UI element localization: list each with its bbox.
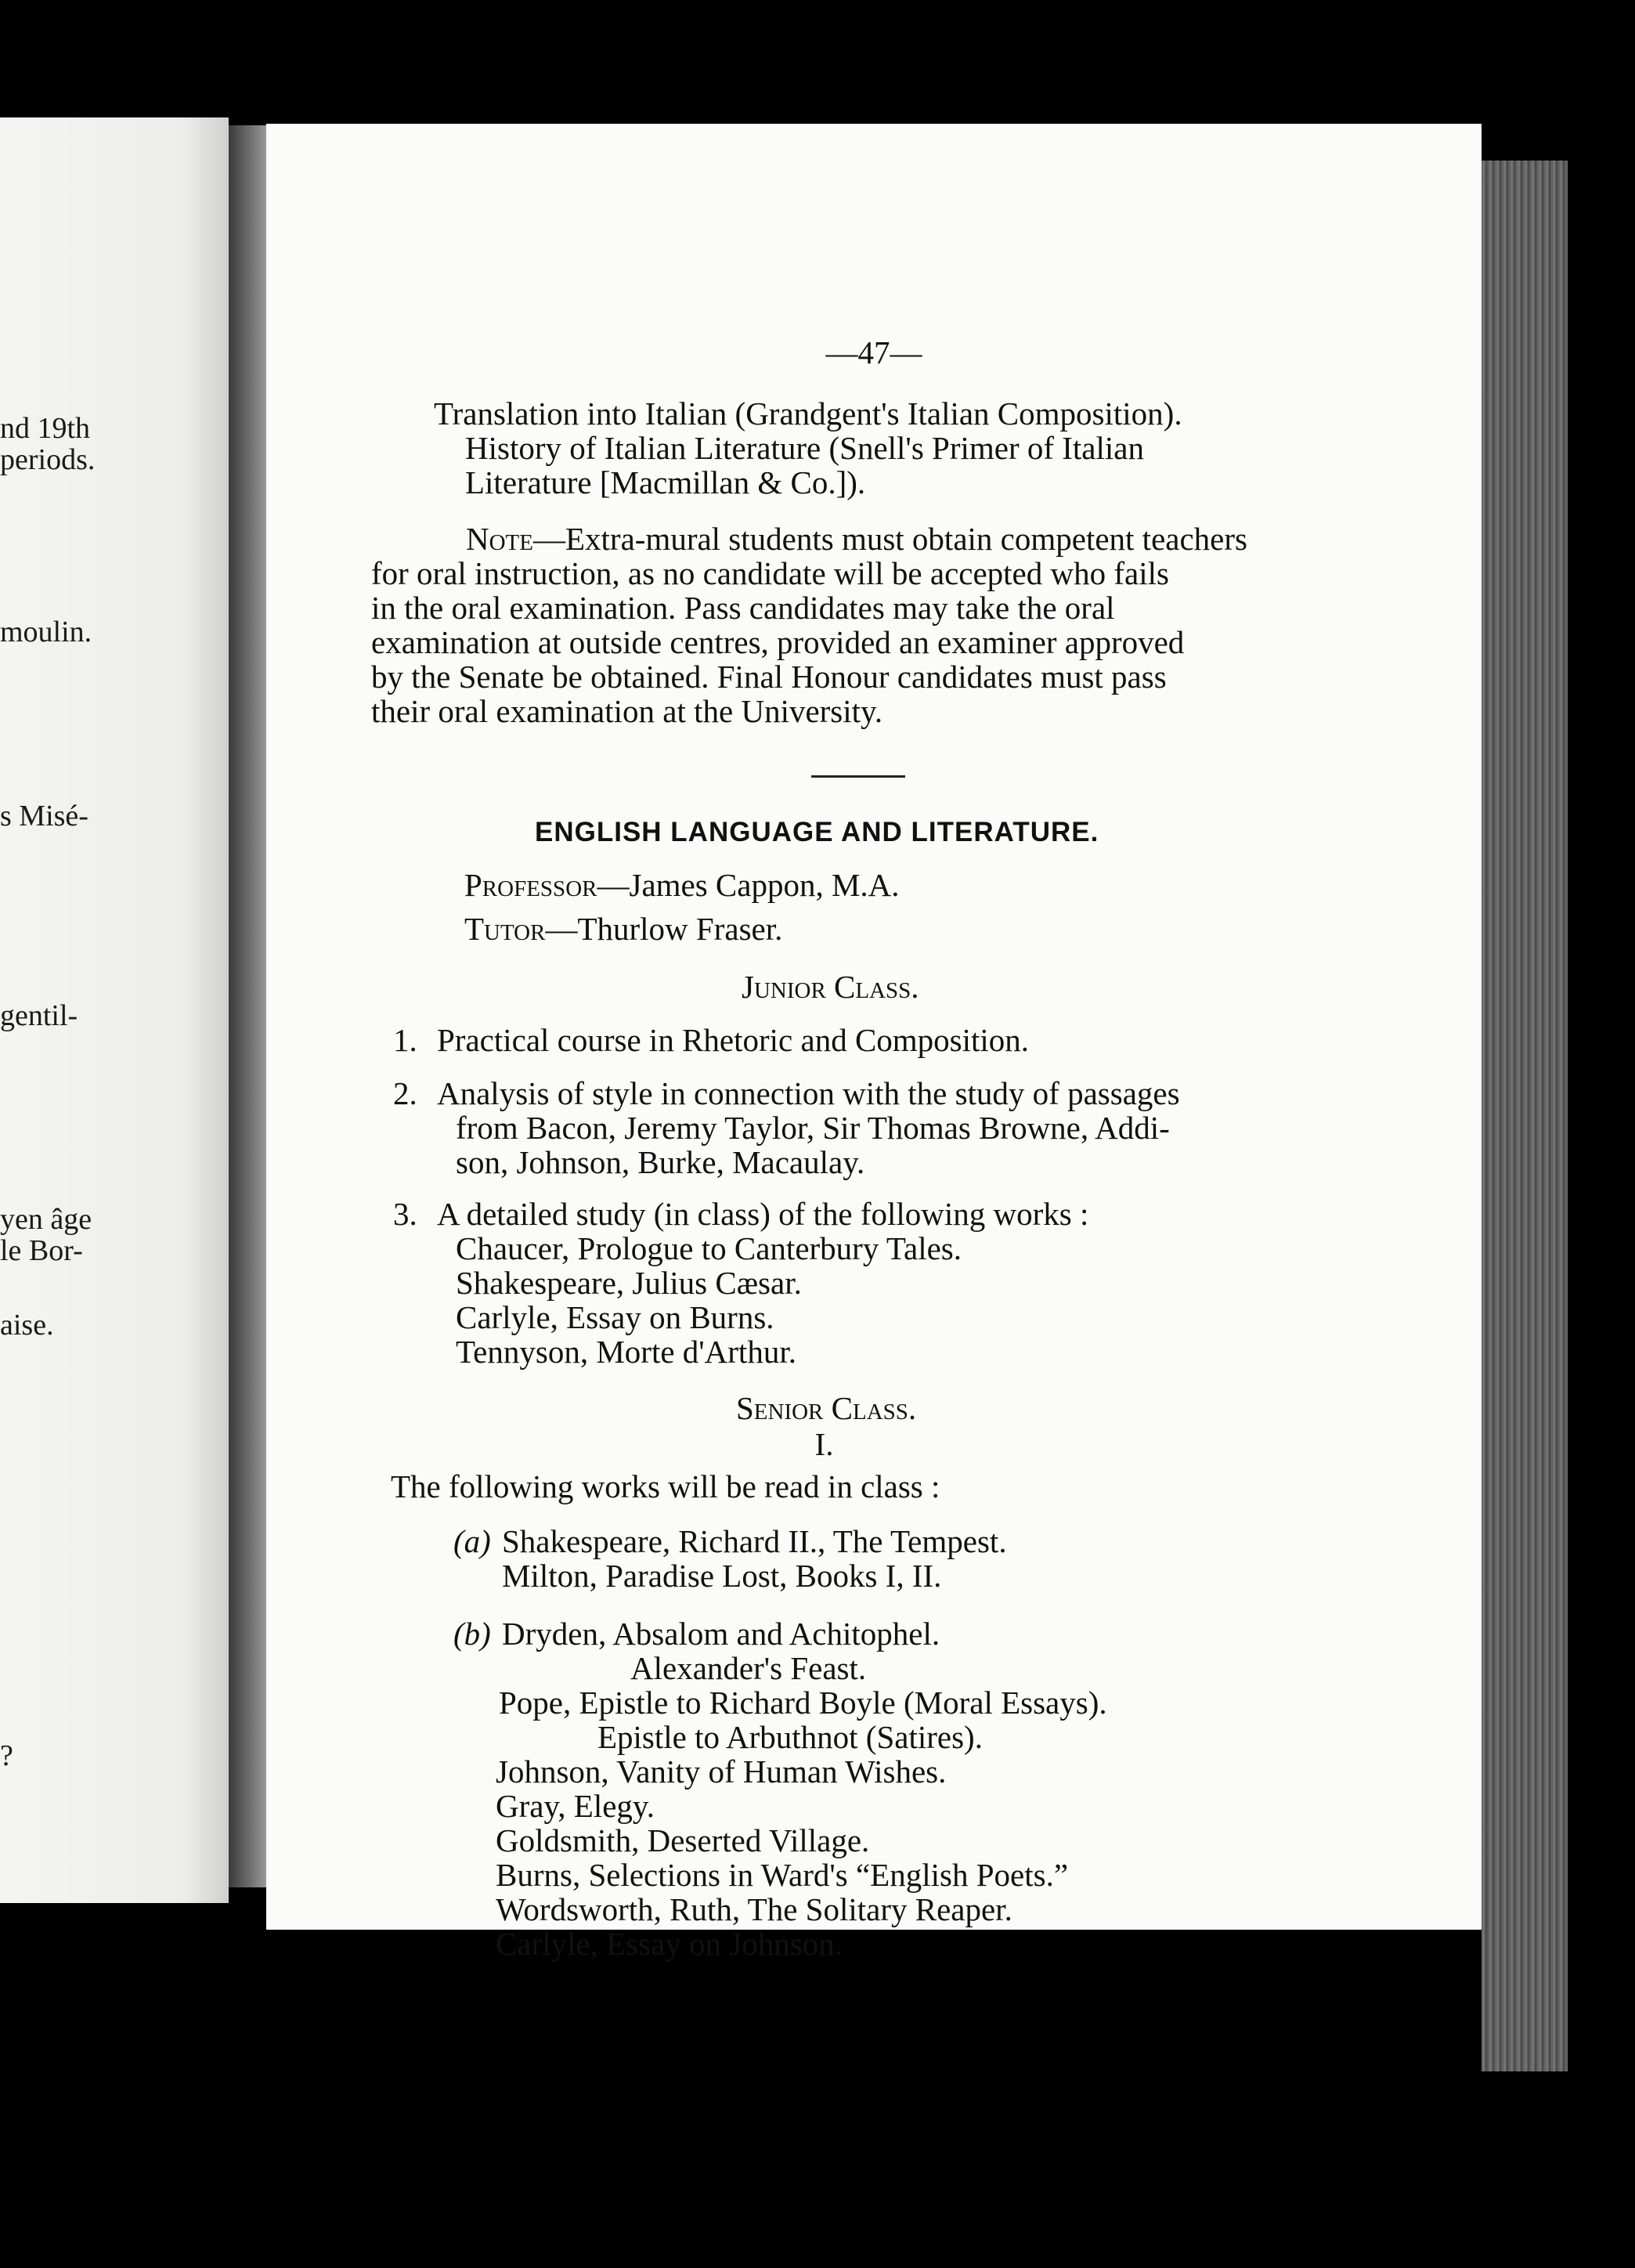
senior-list-b-label: (b) — [453, 1616, 491, 1652]
senior-class-heading: Senior Class. — [736, 1390, 917, 1426]
junior-item-1: Practical course in Rhetoric and Composition. — [437, 1022, 1030, 1058]
senior-b-line-10: Carlyle, Essay on Johnson. — [496, 1926, 843, 1962]
senior-b-line-7: Goldsmith, Deserted Village. — [496, 1822, 870, 1858]
fragment-line: le Bor- — [0, 1234, 83, 1267]
senior-b-line-6: Gray, Elegy. — [496, 1788, 655, 1824]
italian-line-3: Literature [Macmillan & Co.]). — [465, 464, 866, 500]
senior-b-line-3: Pope, Epistle to Richard Boyle (Moral Essays). — [499, 1685, 1107, 1721]
fragment-line: periods. — [0, 443, 96, 476]
note-line-2: for oral instruction, as no candidate will be accepted who fails — [371, 555, 1169, 591]
junior-item-3-line-1: A detailed study (in class) of the following works : — [437, 1196, 1089, 1232]
fragment-line: s Misé- — [0, 800, 88, 832]
note-line-3: in the oral examination. Pass candidates may take the oral — [371, 590, 1115, 626]
senior-intro: The following works will be read in class : — [391, 1468, 940, 1504]
junior-item-2-line-2: from Bacon, Jeremy Taylor, Sir Thomas Browne, Addi- — [456, 1110, 1170, 1146]
work-item: Chaucer, Prologue to Canterbury Tales. — [456, 1230, 962, 1266]
senior-b-line-8: Burns, Selections in Ward's “English Poets.” — [496, 1857, 1069, 1893]
senior-b-line-9: Wordsworth, Ruth, The Solitary Reaper. — [496, 1891, 1012, 1927]
professor-line — [464, 869, 900, 901]
professor-name: —James Cappon, M.A. — [597, 867, 900, 903]
note-line-5: by the Senate be obtained. Final Honour candidates must pass — [371, 659, 1167, 695]
work-item: Shakespeare, Julius Cæsar. — [456, 1265, 802, 1301]
work-item: Tennyson, Morte d'Arthur. — [456, 1334, 796, 1370]
senior-part-number: I. — [814, 1426, 834, 1462]
junior-class-heading: Junior Class. — [742, 969, 919, 1005]
senior-list-a-label: (a) — [453, 1523, 491, 1559]
senior-b-line-5: Johnson, Vanity of Human Wishes. — [496, 1753, 947, 1789]
senior-a-line-2: Milton, Paradise Lost, Books I, II. — [502, 1558, 942, 1594]
professor-label: Professor — [464, 867, 597, 903]
section-divider — [811, 775, 905, 778]
tutor-line — [464, 913, 782, 945]
italian-line-2: History of Italian Literature (Snell's Primer of Italian — [465, 430, 1144, 466]
work-item: Carlyle, Essay on Burns. — [456, 1299, 774, 1335]
fragment-line: aise. — [0, 1309, 54, 1342]
fragment-line: ? — [0, 1739, 13, 1772]
note-label: Note — [466, 521, 533, 557]
senior-b-line-1: Dryden, Absalom and Achitophel. — [502, 1616, 940, 1652]
fragment-line: nd 19th — [0, 412, 91, 445]
previous-page-fragment — [0, 117, 229, 1903]
fragment-line: yen âge — [0, 1203, 92, 1236]
fragment-line: moulin. — [0, 616, 92, 648]
senior-b-line-4: Epistle to Arbuthnot (Satires). — [597, 1719, 983, 1755]
note-line-6: their oral examination at the University. — [371, 693, 883, 729]
italian-line-1: Translation into Italian (Grandgent's Italian Composition). — [434, 395, 1182, 432]
fragment-line: gentil- — [0, 999, 78, 1032]
section-heading: ENGLISH LANGUAGE AND LITERATURE. — [535, 817, 1099, 847]
book-gutter — [229, 125, 266, 1887]
senior-a-line-1: Shakespeare, Richard II., The Tempest. — [502, 1523, 1007, 1559]
junior-item-2-line-1: Analysis of style in connection with the study of passages — [437, 1075, 1180, 1111]
junior-item-2-line-3: son, Johnson, Burke, Macaulay. — [456, 1144, 865, 1180]
note-line-4: examination at outside centres, provided an examiner approved — [371, 624, 1185, 660]
note-text: —Extra-mural students must obtain competent teachers — [532, 521, 1247, 557]
junior-item-3-number: 3. — [393, 1196, 417, 1232]
junior-item-2-number: 2. — [393, 1075, 417, 1111]
senior-b-line-2: Alexander's Feast. — [630, 1650, 867, 1686]
tutor-name: —Thurlow Fraser. — [545, 911, 783, 947]
book-page — [266, 124, 1482, 1962]
page-stack-edge — [1482, 161, 1568, 2071]
page-number: —47— — [825, 334, 922, 370]
tutor-label: Tutor — [464, 911, 546, 947]
note-line-1 — [466, 523, 1247, 555]
junior-item-1-number: 1. — [393, 1022, 417, 1058]
